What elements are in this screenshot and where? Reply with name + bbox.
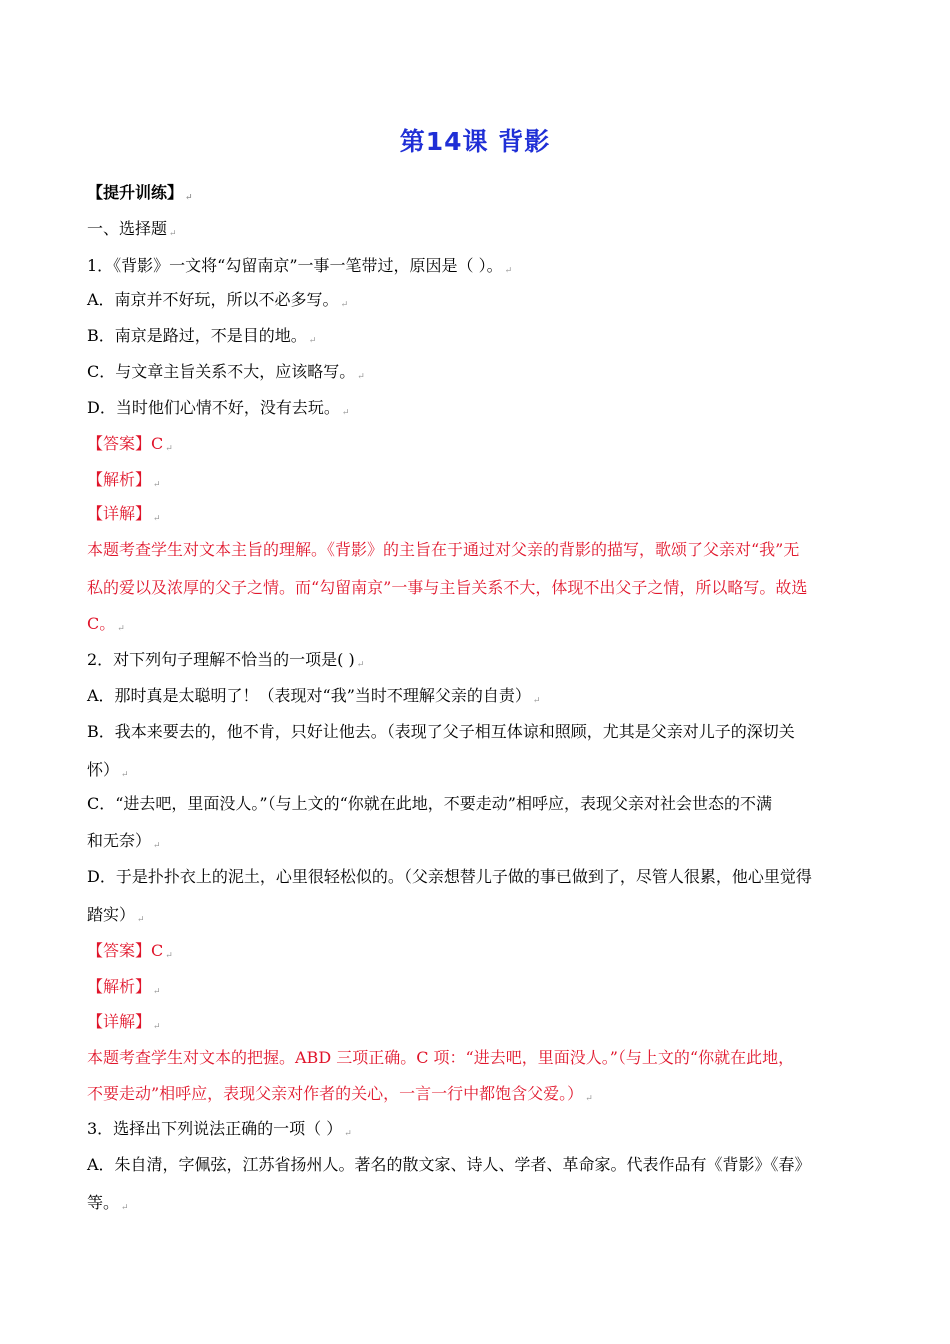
paragraph-mark: ↵ [344,1129,352,1139]
q2-option-c-line-1: C．“进去吧，里面没人。”（与上文的“你就在此地，不要走动”相呼应，表现父亲对社会世态的不满 [87,794,772,813]
paragraph-mark: ↵ [153,480,161,490]
q1-detail-line-3: C。 ↵ [87,613,867,640]
paragraph-mark: ↵ [153,514,161,524]
q1-answer: 【答案】C ↵ [87,433,867,460]
q3-option-a-line-1: A．朱自清，字佩弦，江苏省扬州人。著名的散文家、诗人、学者、革命家。代表作品有《背影》《春》 [87,1155,811,1174]
q2-detail-line-2: 不要走动”相呼应，表现父亲对作者的关心，一言一行中都饱含父爱。） ↵ [87,1083,867,1110]
paragraph-mark: ↵ [356,660,365,670]
lesson-title: 第14课 背影 [399,127,551,156]
paragraph-mark: ↵ [153,841,161,851]
q1-analysis-label: 【解析】 ↵ [87,469,867,496]
paragraph-mark: ↵ [308,336,317,346]
q2-option-b-line-1: B．我本来要去的，他不肯，只好让他去。（表现了父子相互体谅和照顾，尤其是父亲对儿子的深切关 [87,722,795,741]
q1-option-c: C．与文章主旨关系不大，应该略写。 ↵ [87,361,867,388]
paragraph-mark: ↵ [153,1022,161,1032]
paragraph-mark: ↵ [117,624,125,634]
q2-option-b-line-2: 怀） ↵ [87,759,867,786]
q1-detail-label: 【详解】 ↵ [87,503,867,530]
paragraph-mark: ↵ [185,193,193,203]
q2-option-a: A．那时真是太聪明了！（表现对“我”当时不理解父亲的自责） ↵ [87,685,867,712]
q2-option-d-line-2: 踏实） ↵ [87,904,867,931]
paragraph-mark: ↵ [121,1203,129,1213]
q1-option-a: A．南京并不好玩，所以不必多写。 ↵ [87,289,867,316]
q2-detail-line-1: 本题考查学生对文本的把握。ABD 三项正确。C 项：“进去吧，里面没人。”（与上文的“你就在此地， [87,1048,795,1067]
q1-detail-line-2: 私的爱以及浓厚的父子之情。而“勾留南京”一事与主旨关系不大，体现不出父子之情，所以略写。故选 [87,578,808,597]
q2-option-d-line-1: D．于是扑扑衣上的泥土，心里很轻松似的。（父亲想替儿子做的事已做到了，尽管人很累，他心里觉得 [87,867,812,886]
paragraph-mark: ↵ [137,915,145,925]
q1-detail-line-1: 本题考查学生对文本主旨的理解。《背影》的主旨在于通过对父亲的背影的描写，歌颂了父亲对“我”无 [87,540,800,559]
section-label: 【提升训练】 ↵ [87,182,867,209]
q2-detail-label: 【详解】 ↵ [87,1011,867,1038]
q1-option-b: B．南京是路过，不是目的地。 ↵ [87,325,867,352]
paragraph-mark: ↵ [121,770,129,780]
q2-analysis-label: 【解析】 ↵ [87,976,867,1003]
q2-option-c-line-2: 和无奈） ↵ [87,830,867,857]
q2-answer: 【答案】C ↵ [87,940,867,967]
paragraph-mark: ↵ [504,266,513,276]
q3-stem: 3．选择出下列说法正确的一项（ ） ↵ [87,1118,867,1145]
part1-label: 一、选择题 ↵ [87,218,867,245]
paragraph-mark: ↵ [169,229,177,239]
q1-stem: 1．《背影》一文将“勾留南京”一事一笔带过，原因是（ ）。 ↵ [87,255,867,282]
paragraph-mark: ↵ [357,372,365,382]
paragraph-mark: ↵ [585,1094,593,1104]
paragraph-mark: ↵ [165,444,173,454]
paragraph-mark: ↵ [165,951,173,961]
q3-option-a-line-2: 等。 ↵ [87,1192,867,1219]
q2-stem: 2．对下列句子理解不恰当的一项是( ) ↵ [87,649,867,676]
paragraph-mark: ↵ [153,987,161,997]
paragraph-mark: ↵ [341,408,350,418]
paragraph-mark: ↵ [532,696,541,706]
q1-option-d: D．当时他们心情不好，没有去玩。 ↵ [87,397,867,424]
paragraph-mark: ↵ [340,300,349,310]
